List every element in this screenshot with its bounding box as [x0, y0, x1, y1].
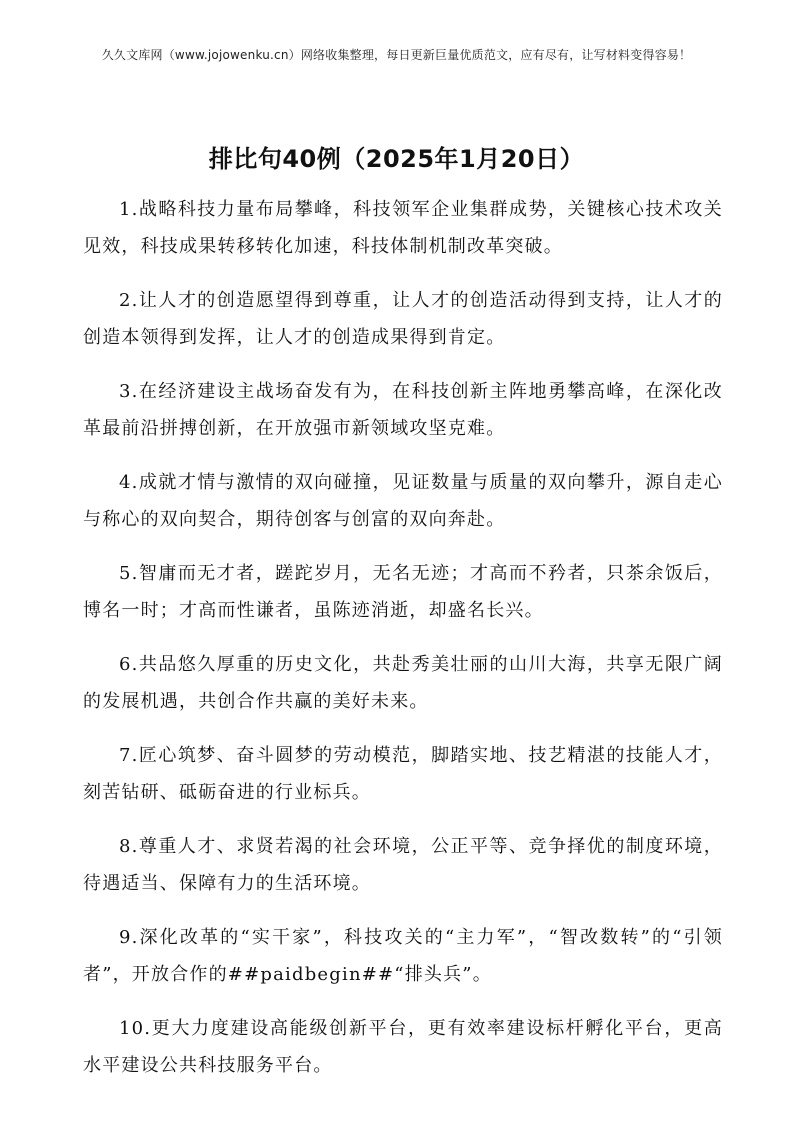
- paragraph-1: 1.战略科技力量布局攀峰，科技领军企业集群成势，关键核心技术攻关见效，科技成果转移转化加速，科技体制机制改革突破。: [83, 199, 723, 257]
- paragraph-4: 4.成就才情与激情的双向碰撞，见证数量与质量的双向攀升，源自走心与称心的双向契合，期待创客与创富的双向奔赴。: [83, 472, 723, 530]
- paragraph-7: 7.匠心筑梦、奋斗圆梦的劳动模范，脚踏实地、技艺精湛的技能人才，刻苦钻研、砥砺奋进的行业标兵。: [83, 745, 723, 803]
- document-body: [83, 191, 723, 1101]
- paragraph-2: 2.让人才的创造愿望得到尊重，让人才的创造活动得到支持，让人才的创造本领得到发挥，让人才的创造成果得到肯定。: [83, 290, 723, 348]
- paragraph-3: 3.在经济建设主战场奋发有为，在科技创新主阵地勇攀高峰，在深化改革最前沿拼搏创新，在开放强市新领域攻坚克难。: [83, 381, 723, 439]
- header-note: 久久文库网（www.jojowenku.cn）网络收集整理，每日更新巨量优质范文，应有尽有，让写材料变得容易！: [101, 48, 692, 62]
- paragraph-6: 6.共品悠久厚重的历史文化，共赴秀美壮丽的山川大海，共享无限广阔的发展机遇，共创合作共赢的美好未来。: [83, 654, 723, 712]
- paragraph-5: 5.智庸而无才者，蹉跎岁月，无名无迹；才高而不矜者，只茶余饭后，博名一时；才高而性谦者，虽陈迹消逝，却盛名长兴。: [83, 563, 723, 621]
- paragraph-10: 10.更大力度建设高能级创新平台，更有效率建设标杆孵化平台，更高水平建设公共科技服务平台。: [83, 1018, 723, 1076]
- page-title: 排比句40例（2025年1月20日）: [208, 145, 585, 173]
- paragraph-9: 9.深化改革的“实干家”，科技攻关的“主力军”，“智改数转”的“引领者”，开放合作的##paidbegin##“排头兵”。: [83, 927, 723, 985]
- paragraph-8: 8.尊重人才、求贤若渴的社会环境，公正平等、竞争择优的制度环境，待遇适当、保障有力的生活环境。: [83, 836, 723, 894]
